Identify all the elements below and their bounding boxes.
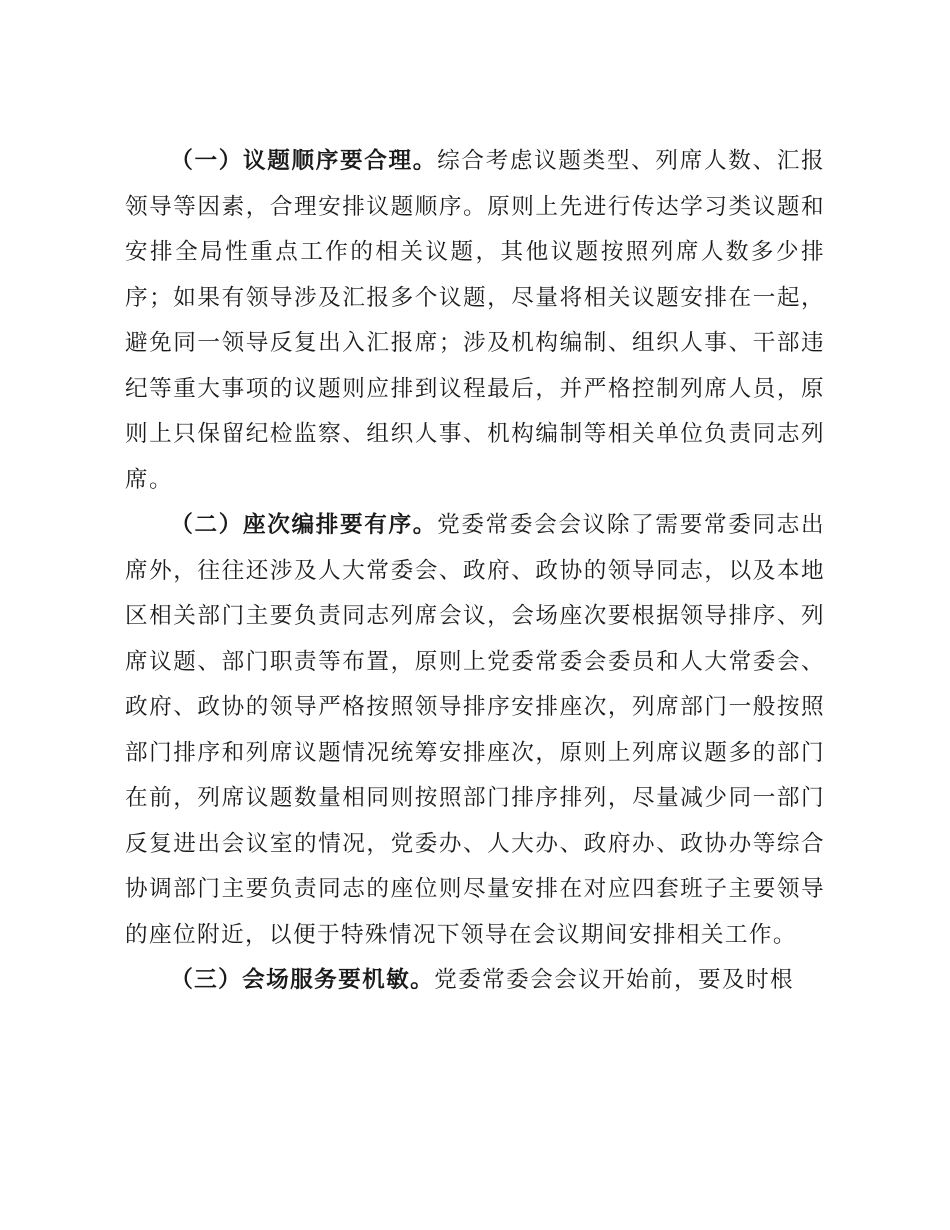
paragraph-text: 综合考虑议题类型、列席人数、汇报领导等因素，合理安排议题顺序。原则上先进行传达学习类议题和安排全局性重点工作的相关议题，其他议题按照列席人数多少排序；如果有领导涉及汇报多个议题，尽量将相关议题安排在一起，避免同一领导反复出入汇报席；涉及机构编制、组织人事、干部违纪等重大事项的议题则应排到议程最后，并严格控制列席人员，原则上只保留纪检监察、组织人事、机构编制等相关单位负责同志列席。 [125,148,825,493]
paragraph-heading: （二）座次编排要有序。 [170,512,438,538]
paragraph-text: 党委常委会会议除了需要常委同志出席外，往往还涉及人大常委会、政府、政协的领导同志，以及本地区相关部门主要负责同志列席会议，会场座次要根据领导排序、列席议题、部门职责等布置，原则上党委常委会委员和人大常委会、政府、政协的领导严格按照领导排序安排座次，列席部门一般按照部门排序和列席议题情况统筹安排座次，原则上列席议题多的部门在前，列席议题数量相同则按照部门排序排列，尽量减少同一部门反复进出会议室的情况，党委办、人大办、政府办、政协办等综合协调部门主要负责同志的座位则尽量安排在对应四套班子主要领导的座位附近，以便于特殊情况下领导在会议期间安排相关工作。 [125,512,825,948]
paragraph-seating-arrangement [125,503,825,958]
paragraph-heading: （三）会场服务要机敏。 [170,967,435,993]
paragraph-text: 党委常委会会议开始前，要及时根 [434,967,795,993]
document-body [125,139,825,1004]
paragraph-heading: （一）议题顺序要合理。 [170,148,438,174]
paragraph-agenda-order [125,139,825,503]
paragraph-venue-service [125,958,825,1004]
